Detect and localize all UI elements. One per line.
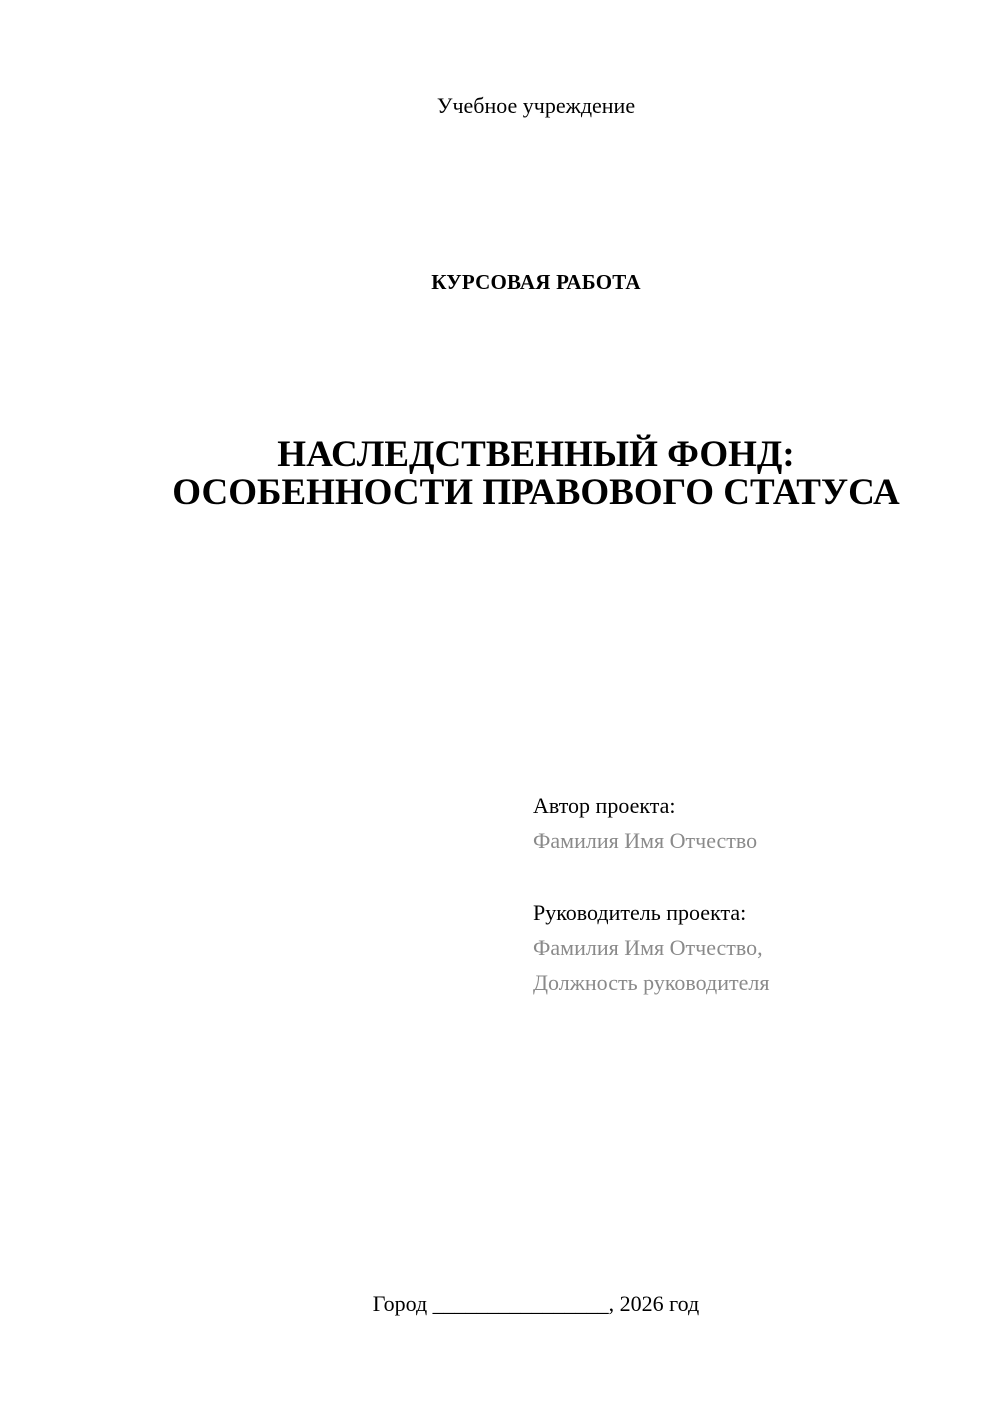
title-line-1: НАСЛЕДСТВЕННЫЙ ФОНД:	[277, 434, 795, 475]
institution-name: Учебное учреждение	[436, 93, 636, 118]
title-line-2: ОСОБЕННОСТИ ПРАВОВОГО СТАТУСА	[172, 472, 900, 513]
info-spacer	[533, 858, 973, 895]
author-name: Фамилия Имя Отчество	[533, 828, 758, 853]
supervisor-position: Должность руководителя	[533, 970, 770, 995]
project-info-block	[533, 788, 973, 1000]
work-type-heading: КУРСОВАЯ РАБОТА	[431, 270, 641, 294]
document-title	[0, 436, 1000, 512]
city-year-line: Город ________________, 2026 год	[372, 1291, 700, 1316]
supervisor-name: Фамилия Имя Отчество,	[533, 935, 763, 960]
supervisor-label: Руководитель проекта:	[533, 900, 747, 925]
author-label: Автор проекта:	[533, 793, 676, 818]
